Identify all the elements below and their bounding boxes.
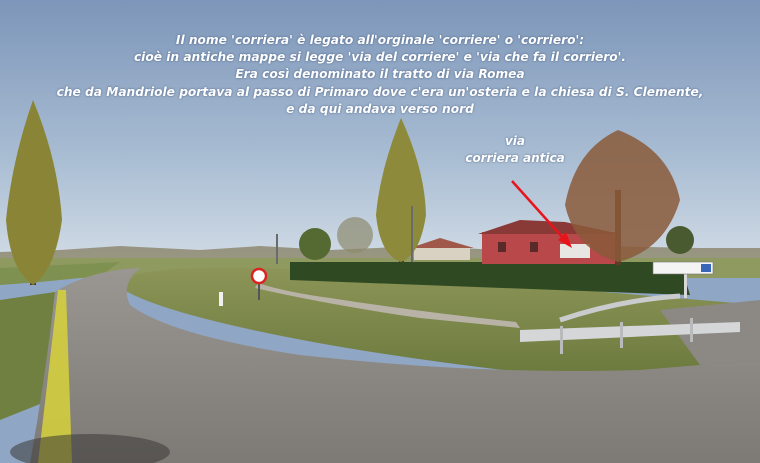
utility-pole — [276, 234, 278, 264]
road-marker-post — [219, 292, 223, 306]
caption-line: Era così denominato il tratto di via Romea — [235, 67, 525, 82]
caption-text — [0, 32, 760, 118]
annotation-line: corriera antica — [465, 151, 565, 165]
caption-line: Il nome 'corriera' è legato all'orginale 'corriere' o 'corriero': — [175, 33, 585, 47]
annotation-line: via — [504, 134, 526, 148]
annotation-label — [455, 133, 575, 167]
caption-line: e da qui andava verso nord — [286, 101, 474, 116]
caption-line: cioè in antiche mappe si legge 'via del corriere' e 'via che fa il corriero'. — [133, 50, 627, 65]
caption-line: che da Mandriole portava al passo di Primaro dove c'era un'osteria e la chiesa di S. Clemente, — [56, 84, 704, 99]
utility-pole — [411, 206, 413, 262]
